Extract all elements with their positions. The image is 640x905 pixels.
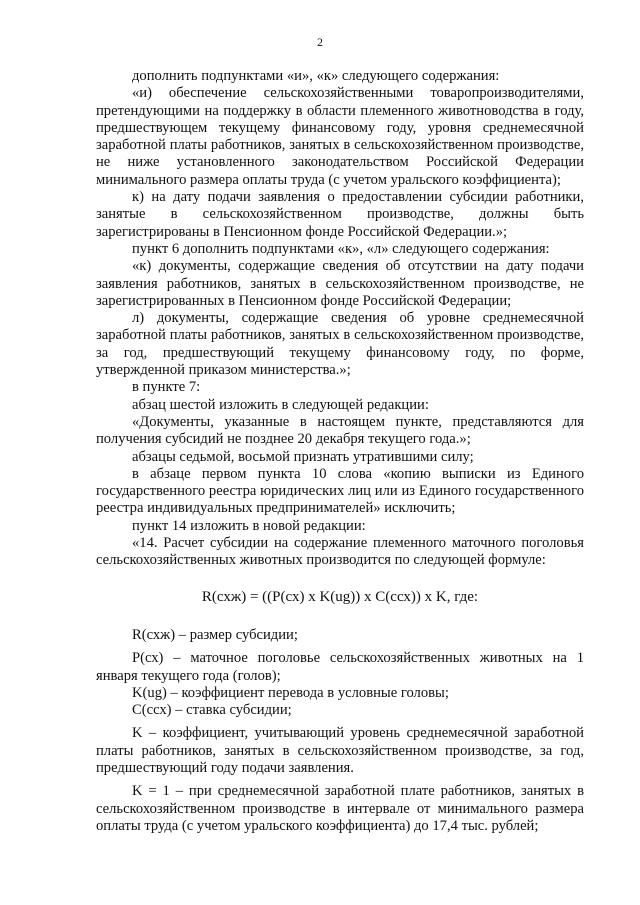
paragraph: к) на дату подачи заявления о предоставлении субсидии работники, занятые в сельскохозяйственном производстве, должны быть зарегистрированы в Пенсионном фонде Российской Федерации.»; xyxy=(96,189,584,240)
paragraph: дополнить подпунктами «и», «к» следующего содержания: xyxy=(132,68,500,84)
paragraph: «к) документы, содержащие сведения об отсутствии на дату подачи заявления работников, занятых в сельскохозяйственном производстве, не зарегистрированных в Пенсионном фонде Российской Федерации; xyxy=(96,258,584,309)
paragraph: в пункте 7: xyxy=(132,379,201,396)
definition-item: K – коэффициент, учитывающий уровень среднемесячной заработной платы работников, занятых в сельскохозяйственном производстве, за год, предшествующий году подачи заявления. xyxy=(96,725,584,776)
definition-item: R(схж) – размер субсидии; xyxy=(132,626,298,643)
definition-item: P(сх) – маточное поголовье сельскохозяйственных животных на 1 января текущего года (голов); xyxy=(96,650,584,684)
definition-item: K = 1 – при среднемесячной заработной плате работников, занятых в сельскохозяйственном производстве в интервале от минимального размера оплаты труда (с учетом уральского коэффициента) до 17,4 тыс. рублей; xyxy=(96,783,584,834)
definition-item: C(ссх) – ставка субсидии; xyxy=(132,702,292,719)
paragraph: пункт 6 дополнить подпунктами «к», «л» следующего содержания: xyxy=(132,240,550,257)
formula: R(схж) = ((P(сх) x K(ug)) x C(ссх)) x K, где: xyxy=(201,588,479,605)
paragraph: в абзаце первом пункта 10 слова «копию выписки из Единого государственного реестра юридических лиц или из Единого государственного реестра индивидуальных предпринимателей» исключить; xyxy=(96,465,584,517)
paragraph: абзацы седьмой, восьмой признать утратившими силу; xyxy=(132,448,474,465)
paragraph: абзац шестой изложить в следующей редакции: xyxy=(132,396,429,413)
page-number: 2 xyxy=(317,35,323,49)
paragraph: «Документы, указанные в настоящем пункте, представляются для получения субсидий не позднее 20 декабря текущего года.»; xyxy=(96,413,584,448)
definition-item: K(ug) – коэффициент перевода в условные головы; xyxy=(132,684,449,701)
paragraph: пункт 14 изложить в новой редакции: xyxy=(132,517,366,534)
document-body xyxy=(96,68,584,835)
paragraph: л) документы, содержащие сведения об уровне среднемесячной заработной платы работников, занятых в сельскохозяйственном производстве, за год, предшествующий текущему финансовому году, по форме, утвержденной приказом министерства.»; xyxy=(96,310,584,379)
paragraph: «14. Расчет субсидии на содержание племенного маточного поголовья сельскохозяйственных животных производится по следующей формуле: xyxy=(96,535,584,569)
paragraph: «и) обеспечение сельскохозяйственными товаропроизводителями, претендующими на поддержку в области племенного животноводства в году, предшествующем текущему финансовому году, уровня среднемесячной заработной платы работников, занятых в сельскохозяйственном производстве, не ниже установленного законодательством Российской Федерации минимального размера оплаты труда (с учетом уральского коэффициента); xyxy=(96,85,584,188)
